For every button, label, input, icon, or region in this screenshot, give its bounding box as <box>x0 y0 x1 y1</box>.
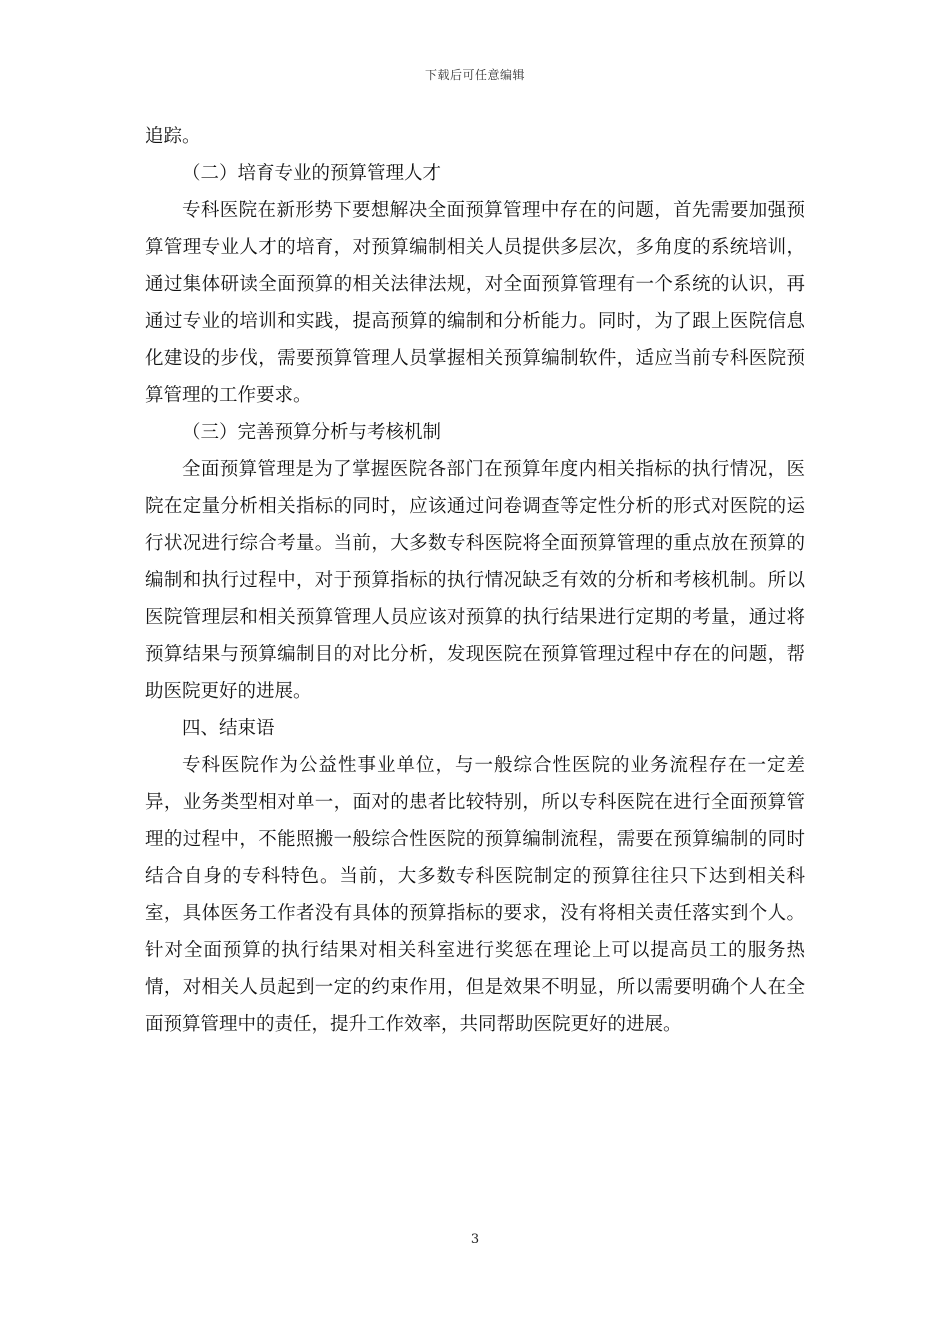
section-heading-3: （三）完善预算分析与考核机制 <box>182 422 442 443</box>
paragraph-analysis-assessment: 全面预算管理是为了掌握医院各部门在预算年度内相关指标的执行情况，医院在定量分析相关指标的同时，应该通过问卷调查等定性分析的形式对医院的运行状况进行综合考量。当前，大多数专科医院将全面预算管理的重点放在预算的编制和执行过程中，对于预算指标的执行情况缺乏有效的分析和考核机制。所以医院管理层和相关预算管理人员应该对预算的执行结果进行定期的考量，通过将预算结果与预算编制目的对比分析，发现医院在预算管理过程中存在的问题，帮助医院更好的进展。 <box>145 459 805 702</box>
page-header: 下载后可任意编辑 <box>424 68 525 82</box>
body-content <box>145 118 805 1043</box>
section-heading-conclusion: 四、结束语 <box>182 718 275 739</box>
page-number: 3 <box>470 1232 480 1247</box>
paragraph-talent-cultivation: 专科医院在新形势下要想解决全面预算管理中存在的问题，首先需要加强预算管理专业人才的培育，对预算编制相关人员提供多层次，多角度的系统培训，通过集体研读全面预算的相关法律法规，对全面预算管理有一个系统的认识，再通过专业的培训和实践，提高预算的编制和分析能力。同时，为了跟上医院信息化建设的步伐，需要预算管理人员掌握相关预算编制软件，适应当前专科医院预算管理的工作要求。 <box>145 200 805 406</box>
paragraph-conclusion: 专科医院作为公益性事业单位，与一般综合性医院的业务流程存在一定差异，业务类型相对单一，面对的患者比较特别，所以专科医院在进行全面预算管理的过程中，不能照搬一般综合性医院的预算编制流程，需要在预算编制的同时结合自身的专科特色。当前，大多数专科医院制定的预算往往只下达到相关科室，具体医务工作者没有具体的预算指标的要求，没有将相关责任落实到个人。针对全面预算的执行结果对相关科室进行奖惩在理论上可以提高员工的服务热情，对相关人员起到一定的约束作用，但是效果不明显，所以需要明确个人在全面预算管理中的责任，提升工作效率，共同帮助医院更好的进展。 <box>145 755 805 1035</box>
paragraph-continuation: 追踪。 <box>145 126 201 147</box>
section-heading-2: （二）培育专业的预算管理人才 <box>182 163 442 184</box>
